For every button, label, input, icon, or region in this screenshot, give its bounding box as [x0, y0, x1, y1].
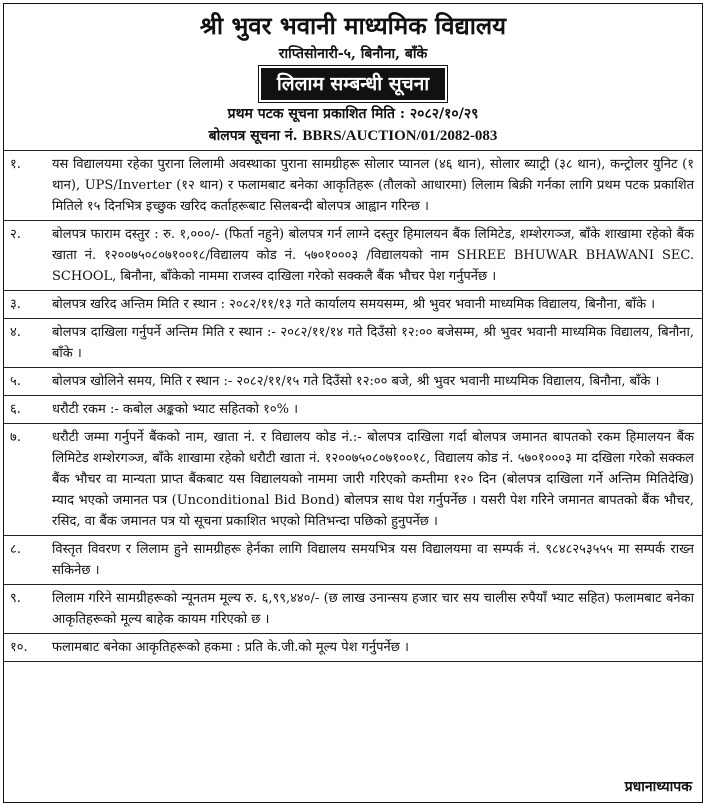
- item-number: ९.: [10, 591, 21, 606]
- bid-number-label: बोलपत्र सूचना नं.: [208, 128, 298, 144]
- notice-items: [4, 150, 702, 662]
- item-number: ८.: [10, 542, 21, 557]
- item-number: ६.: [10, 402, 21, 417]
- school-address: राप्तिसोनारी-५, बिनौना, बाँके: [278, 46, 428, 62]
- item-number: १०.: [10, 640, 28, 655]
- item-text: धरौटी रकम :- कबोल अङ्कको भ्याट सहितको १०% ।: [52, 402, 299, 417]
- notice-page: [3, 3, 703, 803]
- item-text: बोलपत्र फाराम दस्तुर : रु. १,०००/- (फिर्ता नहुने) बोलपत्र गर्न लाग्ने दस्तुर हिमालयन बैंक लिमिटेड, शम्शेरगञ्ज, बाँके शाखामा रहेको बैंक खाता नं. १२००७५०८०७१००१८/विद्यालय कोड नं. ५७०१०००३ /विद्यालयको नाम SHREE BHUWAR BHAWANI SEC. SCHOOL, बिनौना, बाँकेको नाममा राजस्व दाखिला गरेको सक्कलै बैंक भौचर पेश गर्नुपर्नेछ ।: [52, 227, 694, 284]
- bid-number-line: [4, 127, 702, 145]
- notice-item-1: [4, 150, 702, 221]
- notice-item-3: [4, 291, 702, 319]
- publish-date-line: [4, 105, 702, 123]
- publish-date-label: प्रथम पटक सूचना प्रकाशित मिति :: [227, 106, 406, 122]
- bid-number-code: BBRS/AUCTION/01/2082-083: [302, 128, 498, 144]
- item-number: १.: [10, 157, 21, 172]
- item-number: ४.: [10, 325, 21, 340]
- item-text: बोलपत्र दाखिला गर्नुपर्ने अन्तिम मिति र स्थान :- २०८२/११/१४ गते दिउँसो १२:०० बजेसम्म, श्री भुवर भवानी माध्यमिक विद्यालय, बिनौना, बाँके ।: [52, 325, 694, 361]
- item-text: धरौटी जम्मा गर्नुपर्ने बैंकको नाम, खाता नं. र विद्यालय कोड नं.:- बोलपत्र दाखिला गर्दा बोलपत्र जमानत बापतको रकम हिमालयन बैंक लिमिटेड शम्शेरगञ्ज, बाँके शाखामा रहेको धरौटी खाता नं. १२००७५०८०७१००१८, विद्यालय कोड नं. ५७०१०००३ मा दखिला गरेको सक्कल बैंक भौचर वा मान्यता प्राप्त बैंकबाट यस विद्यालयको नाममा जारी गरिएको कम्तीमा १२० दिन (बोलपत्र दाखिला गर्ने अन्तिम मितिदेखि) म्याद भएको जमानत पत्र (Unconditional Bid Bond) बोलपत्र साथ पेश गर्नुपर्नेछ । यसरी पेश गरिने जमानत बापतको बैंक भौचर, रसिद, वा बैंक जमानत पत्र यो सूचना प्रकाशित भएको मितिभन्दा पछिको हुनुपर्नेछ ।: [52, 430, 694, 529]
- school-name: श्री भुवर भवानी माध्यमिक विद्यालय: [199, 11, 507, 40]
- item-text: विस्तृत विवरण र लिलाम हुने सामग्रीहरू हेर्नका लागि विद्यालय समयभित्र यस विद्यालयमा वा सम्पर्क नं. ९८४८२५३५५५ मा सम्पर्क राख्न सकिनेछ ।: [52, 542, 694, 578]
- item-number: २.: [10, 227, 21, 242]
- notice-item-4: [4, 319, 702, 368]
- item-text: फलामबाट बनेका आकृतिहरूको हकमा : प्रति के.जी.को मूल्य पेश गर्नुपर्नेछ ।: [52, 640, 409, 655]
- notice-item-10: [4, 634, 702, 662]
- item-number: ५.: [10, 374, 21, 389]
- item-text: बोलपत्र खरिद अन्तिम मिति र स्थान : २०८२/११/१३ गते कार्यालय समयसम्म, श्री भुवर भवानी माध्यमिक विद्यालय, बिनौना, बाँके ।: [52, 297, 656, 312]
- notice-item-7: [4, 424, 702, 536]
- notice-item-5: [4, 368, 702, 396]
- item-number: ७.: [10, 430, 21, 445]
- item-text: लिलाम गरिने सामग्रीहरूको न्यूनतम मूल्य रु. ६,९९,४४०/- (छ लाख उनान्सय हजार चार सय चालीस रुपैयाँ भ्याट सहित) फलामबाट बनेका आकृतिहरूको मूल्य बाहेक कायम गरिएको छ ।: [52, 591, 694, 627]
- notice-item-9: [4, 585, 702, 634]
- notice-item-6: [4, 396, 702, 424]
- notice-title: लिलाम सम्बन्धी सूचना: [261, 68, 445, 100]
- item-text: बोलपत्र खोलिने समय, मिति र स्थान :- २०८२/११/१५ गते दिउँसो १२:०० बजे, श्री भुवर भवानी माध्यमिक विद्यालय, बिनौना, बाँके ।: [52, 374, 660, 389]
- principal-signature: प्रधानाध्यापक: [624, 779, 692, 795]
- item-text: यस विद्यालयमा रहेका पुराना लिलामी अवस्थाका पुराना सामग्रीहरू सोलार प्यानल (४६ थान), सोलार ब्याट्री (३८ थान), कन्ट्रोलर युनिट (१ थान), UPS/Inverter (१२ थान) र फलामबाट बनेका आकृतिहरू (तौलको आधारमा) लिलाम बिक्री गर्नका लागि प्रथम पटक प्रकाशित मितिले १५ दिनभित्र इच्छुक खरिद कर्ताहरूबाट सिलबन्दी बोलपत्र आह्वान गरिन्छ ।: [52, 157, 694, 214]
- notice-title-wrap: [4, 68, 702, 100]
- notice-item-2: [4, 221, 702, 291]
- notice-item-8: [4, 536, 702, 585]
- item-number: ३.: [10, 297, 21, 312]
- publish-date-value: २०८२/१०/२९: [409, 106, 479, 122]
